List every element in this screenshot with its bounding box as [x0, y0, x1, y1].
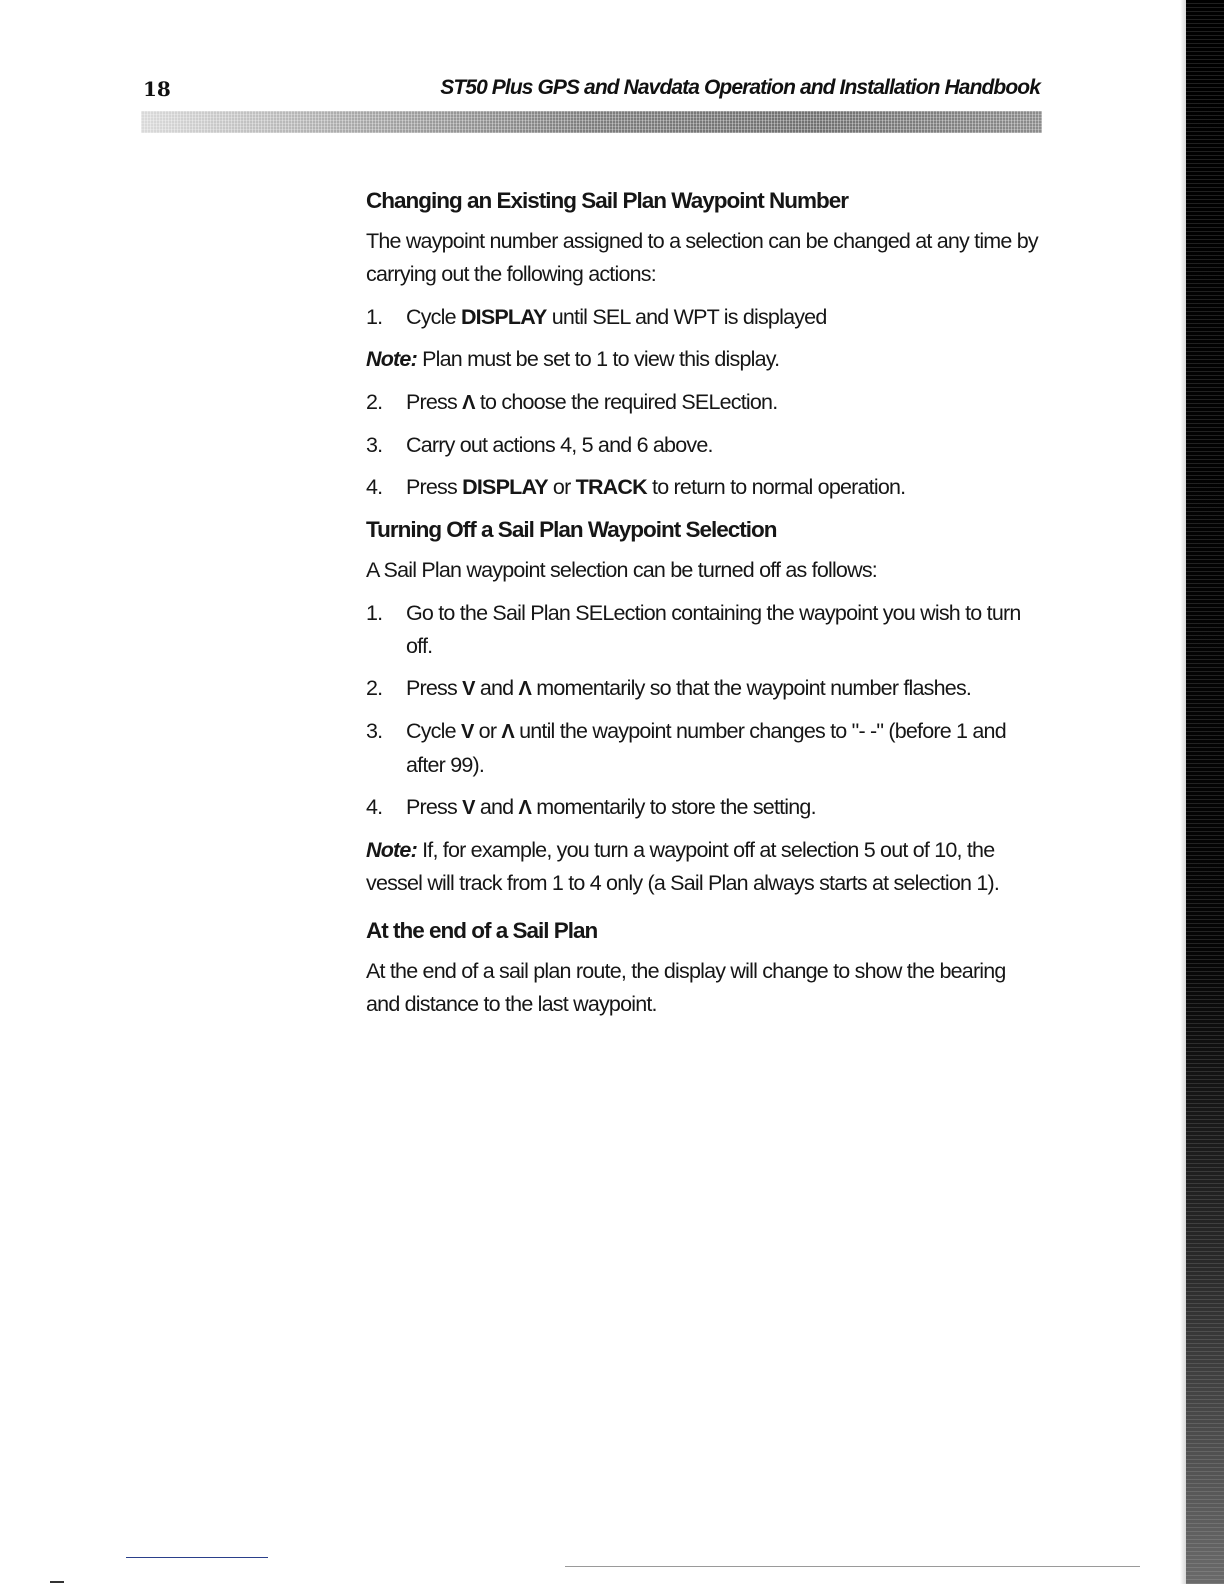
- section1-intro: The waypoint number assigned to a selection can be changed at any time by carrying out the following actions:: [366, 229, 1038, 286]
- down-arrow-key-icon: V: [462, 678, 475, 700]
- step-text: Press: [406, 390, 463, 414]
- page-body: [366, 184, 1042, 1031]
- step-text: and: [474, 676, 519, 700]
- note: [366, 834, 1042, 900]
- list-item: [366, 597, 1042, 663]
- list-item: [366, 791, 1042, 825]
- step-text: Press: [406, 795, 463, 819]
- up-arrow-key-icon: Λ: [518, 678, 532, 700]
- section2-steps: [366, 597, 1042, 825]
- section1-steps: [366, 301, 1042, 334]
- list-item: [366, 386, 1042, 420]
- step-number: 4.: [366, 475, 383, 499]
- up-arrow-key-icon: Λ: [501, 721, 514, 743]
- up-arrow-key-icon: Λ: [518, 797, 532, 819]
- step-text: Go to the Sail Plan SELection containing the waypoint you wish to turn off.: [406, 601, 1021, 658]
- note-text: If, for example, you turn a waypoint off at selection 5 out of 10, the vessel will track from 1 to 4 only (a Sail Plan always starts at selection 1).: [366, 838, 1000, 895]
- section-heading-turn-off-waypoint: Turning Off a Sail Plan Waypoint Selection: [366, 517, 777, 542]
- section2-intro: A Sail Plan waypoint selection can be turned off as follows:: [366, 558, 877, 582]
- section3-body: At the end of a sail plan route, the display will change to show the bearing and distance to the last waypoint.: [366, 959, 1006, 1016]
- bottom-rule: [126, 1557, 268, 1558]
- step-number: 4.: [366, 795, 383, 819]
- step-number: 1.: [366, 305, 383, 329]
- step-text: Cycle: [406, 719, 461, 743]
- display-key: DISPLAY: [460, 305, 547, 329]
- down-arrow-key-icon: V: [462, 797, 475, 819]
- bottom-rule: [565, 1566, 1140, 1567]
- section-heading-end-of-sail-plan: At the end of a Sail Plan: [366, 918, 598, 943]
- step-text: Press: [406, 475, 463, 499]
- track-key: TRACK: [575, 475, 647, 499]
- step-text: momentarily so that the waypoint number flashes.: [531, 676, 972, 700]
- list-item: [366, 471, 1042, 504]
- header-rule-bar: [141, 111, 1042, 133]
- step-text: momentarily to store the setting.: [531, 795, 816, 819]
- bottom-mark: [50, 1581, 64, 1583]
- step-text: or: [547, 475, 576, 499]
- step-text: Press: [406, 676, 463, 700]
- step-text: Cycle: [406, 305, 461, 329]
- section-heading-change-waypoint-number: Changing an Existing Sail Plan Waypoint Number: [366, 188, 848, 213]
- note-label: Note:: [366, 838, 417, 862]
- step-text: to choose the required SELection.: [474, 390, 778, 414]
- note: [366, 343, 1042, 376]
- list-item: [366, 715, 1042, 782]
- step-text: to return to normal operation.: [646, 475, 906, 499]
- list-item: [366, 672, 1042, 706]
- step-text: and: [474, 795, 519, 819]
- step-number: 3.: [366, 433, 383, 457]
- list-item: [366, 429, 1042, 462]
- display-key: DISPLAY: [462, 475, 548, 499]
- step-number: 3.: [366, 719, 383, 743]
- step-text: until SEL and WPT is displayed: [546, 305, 827, 329]
- step-text: until the waypoint number changes to "- -" (before 1 and after 99).: [406, 719, 1006, 777]
- running-title: ST50 Plus GPS and Navdata Operation and Installation Handbook: [440, 76, 1040, 99]
- step-text: Carry out actions 4, 5 and 6 above.: [406, 433, 713, 457]
- step-number: 2.: [366, 390, 383, 414]
- list-item: [366, 301, 1042, 334]
- section1-steps-continued: [366, 386, 1042, 504]
- step-number: 1.: [366, 601, 383, 625]
- note-text: Plan must be set to 1 to view this display.: [416, 347, 780, 371]
- scan-spine-shadow: [1186, 0, 1224, 1584]
- step-text: or: [473, 719, 502, 743]
- note-label: Note:: [366, 347, 417, 371]
- down-arrow-key-icon: V: [460, 721, 474, 743]
- step-number: 2.: [366, 676, 383, 700]
- up-arrow-key-icon: Λ: [462, 392, 475, 414]
- page-number: 18: [143, 77, 171, 101]
